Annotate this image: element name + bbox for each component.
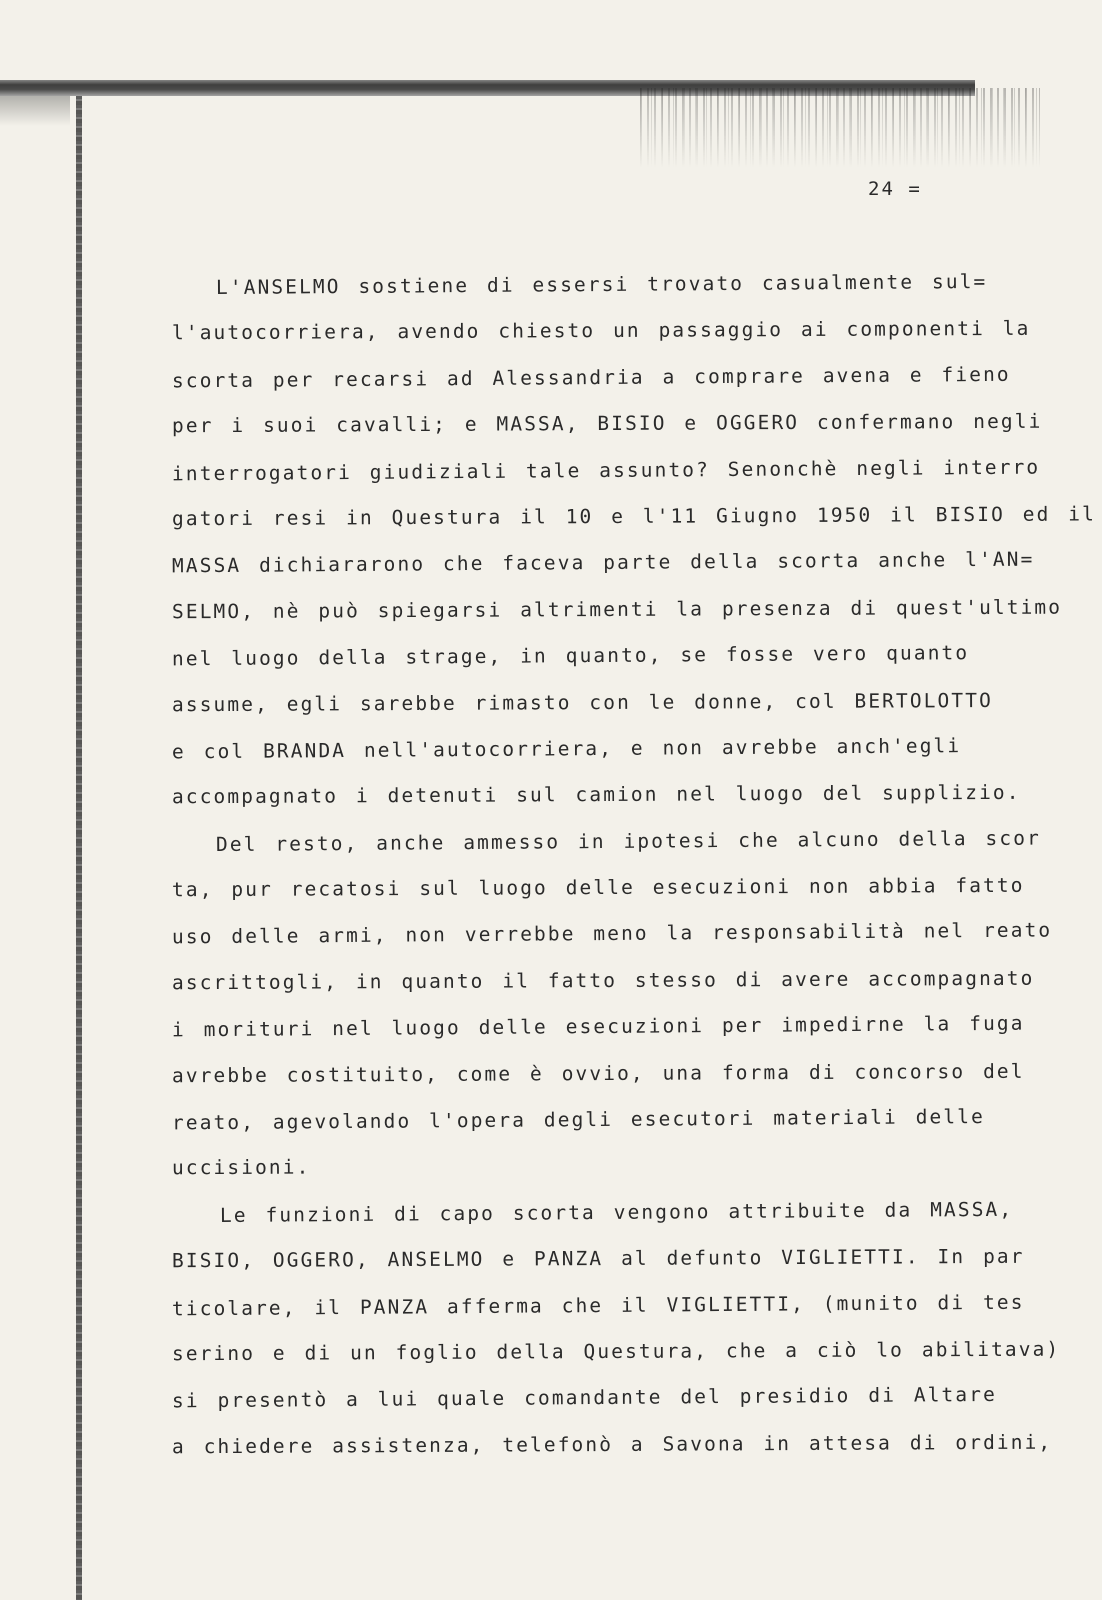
text-line: uccisioni. <box>171 1155 311 1180</box>
text-line: i morituri nel luogo delle esecuzioni per impedirne la fuga <box>171 1011 1025 1042</box>
text-line: scorta per recarsi ad Alessandria a comprare avena e fieno <box>171 362 1011 393</box>
text-line: ascrittogli, in quanto il fatto stesso di avere accompagnato <box>171 966 1035 995</box>
text-line: interrogatori giudiziali tale assunto? Senonchè negli interro <box>171 455 1041 485</box>
text-line: ta, pur recatosi sul luogo delle esecuzioni non abbia fatto <box>171 873 1025 902</box>
typed-text <box>171 262 1096 1468</box>
text-line: accompagnato i detenuti sul camion nel luogo del supplizio. <box>171 781 1021 809</box>
text-line: ticolare, il PANZA afferma che il VIGLIETTI, (munito di tes <box>171 1290 1025 1320</box>
text-line: L'ANSELMO sostiene di essersi trovato casualmente sul= <box>215 269 988 300</box>
text-line: assume, egli sarebbe rimasto con le donne, col BERTOLOTTO <box>171 688 993 716</box>
text-line: BISIO, OGGERO, ANSELMO e PANZA al defunto VIGLIETTI. In par <box>171 1244 1025 1273</box>
text-line: a chiedere assistenza, telefonò a Savona in attesa di ordini, <box>171 1430 1053 1459</box>
text-line: per i suoi cavalli; e MASSA, BISIO e OGGERO confermano negli <box>171 409 1043 438</box>
text-line: e col BRANDA nell'autocorriera, e non avrebbe anch'egli <box>171 734 962 764</box>
text-line: serino e di un foglio della Questura, che a ciò lo abilitava) <box>171 1337 1061 1366</box>
text-line: uso delle armi, non verrebbe meno la responsabilità nel reato <box>171 918 1053 949</box>
text-line: Le funzioni di capo scorta vengono attribuite da MASSA, <box>219 1197 1014 1227</box>
scan-noise <box>640 88 1040 168</box>
scan-edge-shadow <box>0 96 70 126</box>
text-line: reato, agevolando l'opera degli esecutori materiali delle <box>171 1105 985 1135</box>
page-number: 24 = <box>868 178 922 200</box>
text-line: si presentò a lui quale comandante del presidio di Altare <box>171 1383 997 1413</box>
text-line: Del resto, anche ammesso in ipotesi che alcuno della scor <box>215 826 1041 856</box>
text-line: SELMO, nè può spiegarsi altrimenti la presenza di quest'ultimo <box>171 595 1063 623</box>
text-line: MASSA dichiararono che faceva parte della scorta anche l'AN= <box>171 547 1035 578</box>
text-line: avrebbe costituito, come è ovvio, una forma di concorso del <box>171 1059 1025 1087</box>
text-line: nel luogo della strage, in quanto, se fosse vero quanto <box>171 641 970 671</box>
left-margin-line <box>76 96 82 1600</box>
text-line: l'autocorriera, avendo chiesto un passaggio ai componenti la <box>171 317 1031 345</box>
text-line: gatori resi in Questura il 10 e l'11 Giugno 1950 il BISIO ed il <box>171 502 1096 531</box>
